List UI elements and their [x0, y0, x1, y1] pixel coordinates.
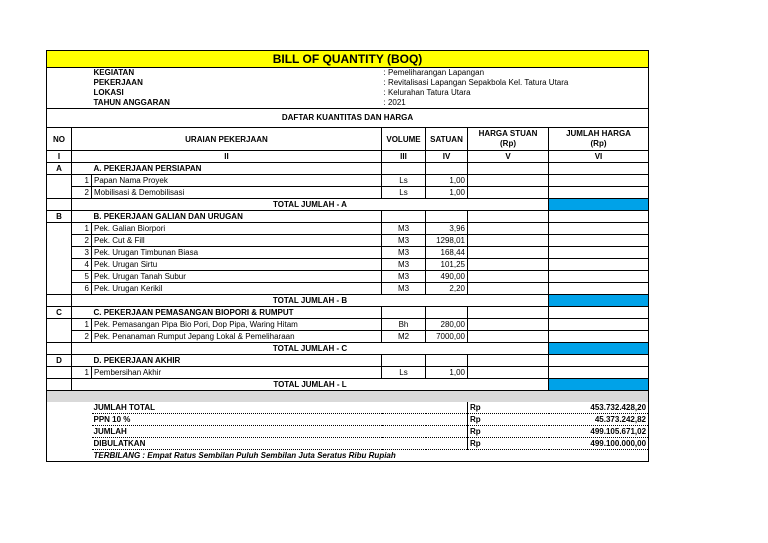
roman-3: III [382, 151, 426, 163]
section-code: A [47, 163, 72, 175]
section-title: B. PEKERJAAN GALIAN DAN URUGAN [92, 211, 382, 223]
boq-sheet [46, 50, 648, 462]
info-value-tahun: : 2021 [382, 98, 649, 109]
item-volume: 1298,01 [426, 235, 468, 247]
header-harga [468, 128, 549, 151]
item-no: 1 [72, 223, 92, 235]
section-total-label: TOTAL JUMLAH - B [72, 295, 549, 307]
section-code: B [47, 211, 72, 223]
summary-amount: 499.105.671,02 [549, 426, 649, 438]
item-name: Papan Nama Proyek [92, 175, 382, 187]
table-row [47, 259, 649, 271]
item-volume: 1,00 [426, 175, 468, 187]
header-jumlah-line2: (Rp) [590, 139, 607, 148]
summary-amount: 45.373.242,82 [549, 414, 649, 426]
summary-label: PPN 10 % [92, 414, 468, 426]
table-row [47, 271, 649, 283]
table-row [47, 223, 649, 235]
summary-amount: 453.732.428,20 [549, 402, 649, 414]
section-total-label: TOTAL JUMLAH - A [72, 199, 549, 211]
section-title: C. PEKERJAAN PEMASANGAN BIOPORI & RUMPUT [92, 307, 382, 319]
summary [47, 391, 649, 462]
item-no: 3 [72, 247, 92, 259]
item-unit: M3 [382, 247, 426, 259]
sections [47, 163, 649, 391]
terbilang-text: TERBILANG : Empat Ratus Sembilan Puluh Sembilan Juta Seratus Ribu Rupiah [92, 450, 649, 462]
item-name: Pek. Cut & Fill [92, 235, 382, 247]
table-row [47, 367, 649, 379]
table-row [47, 235, 649, 247]
item-no: 2 [72, 187, 92, 199]
item-volume: 280,00 [426, 319, 468, 331]
item-unit: M3 [382, 283, 426, 295]
item-unit: M3 [382, 223, 426, 235]
item-no: 5 [72, 271, 92, 283]
item-no: 2 [72, 331, 92, 343]
roman-6: VI [549, 151, 649, 163]
roman-5: V [468, 151, 549, 163]
header-uraian: URAIAN PEKERJAAN [72, 128, 382, 151]
info-label-tahun: TAHUN ANGGARAN [92, 98, 382, 109]
item-no: 6 [72, 283, 92, 295]
summary-label: DIBULATKAN [92, 438, 468, 450]
table-row [47, 175, 649, 187]
section-code: C [47, 307, 72, 319]
item-volume: 3,96 [426, 223, 468, 235]
item-volume: 490,00 [426, 271, 468, 283]
header-jumlah-line1: JUMLAH HARGA [566, 129, 631, 138]
item-unit: M3 [382, 235, 426, 247]
item-no: 1 [72, 175, 92, 187]
section-title: D. PEKERJAAN AKHIR [92, 355, 382, 367]
item-unit: M3 [382, 271, 426, 283]
item-unit: Ls [382, 367, 426, 379]
item-no: 4 [72, 259, 92, 271]
header-harga-line1: HARGA STUAN [478, 129, 538, 138]
item-volume: 2,20 [426, 283, 468, 295]
item-name: Pek. Urugan Tanah Subur [92, 271, 382, 283]
item-name: Pek. Urugan Sirtu [92, 259, 382, 271]
boq-table [46, 50, 649, 462]
table-row [47, 283, 649, 295]
header-harga-line2: (Rp) [500, 139, 516, 148]
summary-label: JUMLAH TOTAL [92, 402, 468, 414]
header-satuan: SATUAN [426, 128, 468, 151]
table-row [47, 319, 649, 331]
header-jumlah [549, 128, 649, 151]
boq-title: BILL OF QUANTITY (BOQ) [47, 51, 649, 68]
info-label-lokasi: LOKASI [93, 88, 124, 97]
item-name: Pek. Galian Biorpori [92, 223, 382, 235]
table-row [47, 247, 649, 259]
item-name: Pembersihan Akhir [92, 367, 382, 379]
item-name: Pek. Urugan Timbunan Biasa [92, 247, 382, 259]
section-total-value [549, 295, 649, 307]
info-value-pekerjaan: : Revitalisasi Lapangan Sepakbola Kel. Tatura Utara [382, 78, 649, 88]
table-subtitle: DAFTAR KUANTITAS DAN HARGA [47, 109, 649, 128]
item-unit: Ls [382, 187, 426, 199]
info-label-pekerjaan: PEKERJAAN [93, 78, 143, 87]
item-volume: 168,44 [426, 247, 468, 259]
item-name: Pek. Penanaman Rumput Jepang Lokal & Pemeliharaan [92, 331, 382, 343]
summary-currency: Rp [468, 402, 549, 414]
section-total-label: TOTAL JUMLAH - C [72, 343, 549, 355]
item-no: 1 [72, 367, 92, 379]
roman-4: IV [426, 151, 468, 163]
item-name: Pek. Urugan Kerikil [92, 283, 382, 295]
header-no: NO [47, 128, 72, 151]
item-name: Mobilisasi & Demobilisasi [92, 187, 382, 199]
item-unit: Ls [382, 175, 426, 187]
item-volume: 7000,00 [426, 331, 468, 343]
table-row [47, 331, 649, 343]
summary-currency: Rp [468, 438, 549, 450]
section-total-value [549, 199, 649, 211]
item-no: 2 [72, 235, 92, 247]
item-name: Pek. Pemasangan Pipa Bio Pori, Dop Pipa, Waring Hitam [92, 319, 382, 331]
item-unit: M2 [382, 331, 426, 343]
item-volume: 1,00 [426, 367, 468, 379]
section-title: A. PEKERJAAN PERSIAPAN [92, 163, 382, 175]
section-code: D [47, 355, 72, 367]
summary-currency: Rp [468, 426, 549, 438]
section-total-value [549, 379, 649, 391]
summary-amount: 499.100.000,00 [549, 438, 649, 450]
item-volume: 101,25 [426, 259, 468, 271]
section-total-label: TOTAL JUMLAH - L [72, 379, 549, 391]
table-row [47, 187, 649, 199]
summary-currency: Rp [468, 414, 549, 426]
info-value-kegiatan: : Pemeliharangan Lapangan [382, 68, 649, 79]
header-volume: VOLUME [382, 128, 426, 151]
summary-label: JUMLAH [92, 426, 468, 438]
section-total-value [549, 343, 649, 355]
item-volume: 1,00 [426, 187, 468, 199]
roman-1: I [47, 151, 72, 163]
roman-2: II [72, 151, 382, 163]
item-unit: Bh [382, 319, 426, 331]
info-value-lokasi: : Kelurahan Tatura Utara [382, 88, 649, 98]
info-label-kegiatan: KEGIATAN [93, 68, 135, 77]
item-no: 1 [72, 319, 92, 331]
item-unit: M3 [382, 259, 426, 271]
